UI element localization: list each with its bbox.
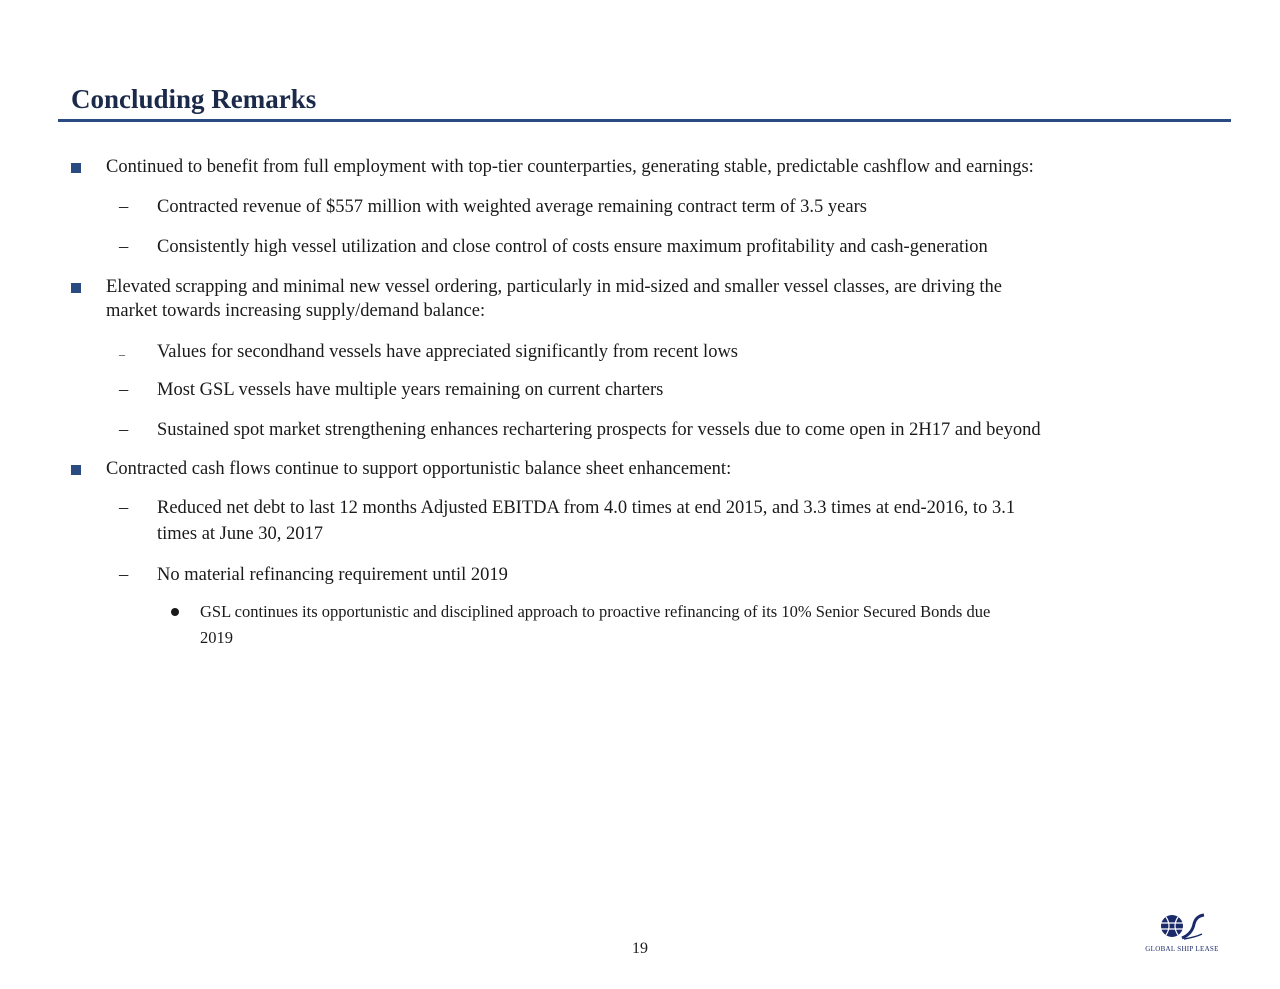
- page-number: 19: [632, 940, 648, 957]
- square-bullet-icon: [71, 465, 81, 475]
- sub-bullet-text: Most GSL vessels have multiple years remaining on current charters: [157, 380, 664, 400]
- dot-bullet-icon: [171, 608, 179, 616]
- sub-bullet-text: No material refinancing requirement until 2019: [157, 565, 508, 585]
- sub-bullet-text: Reduced net debt to last 12 months Adjusted EBITDA from 4.0 times at end 2015, and 3.3 times at end-2016, to 3.1: [157, 498, 1016, 518]
- sub-bullet-text: Sustained spot market strengthening enhances rechartering prospects for vessels due to come open in 2H17 and beyond: [157, 420, 1041, 440]
- dash-bullet-icon: –: [119, 565, 129, 585]
- bullet-text: Continued to benefit from full employment with top-tier counterparties, generating stable, predictable cashflow and earnings:: [106, 157, 1034, 177]
- dash-bullet-icon: –: [119, 197, 129, 217]
- dash-bullet-icon: –: [119, 237, 129, 257]
- logo-text: GLOBAL SHIP LEASE: [1145, 945, 1219, 953]
- bullet-text: Elevated scrapping and minimal new vessel ordering, particularly in mid-sized and smaller vessel classes, are driving the: [106, 277, 1002, 297]
- dash-bullet-icon: –: [119, 420, 129, 440]
- sub-bullet-text: Consistently high vessel utilization and close control of costs ensure maximum profitability and cash-generation: [157, 237, 988, 257]
- sub-sub-bullet-text: 2019: [200, 628, 233, 647]
- dash-bullet-icon: –: [119, 498, 129, 518]
- sub-sub-bullet-text: GSL continues its opportunistic and disciplined approach to proactive refinancing of its 10% Senior Secured Bonds due: [200, 602, 991, 621]
- sub-bullet-text: Contracted revenue of $557 million with weighted average remaining contract term of 3.5 years: [157, 197, 867, 217]
- bullet-text: Contracted cash flows continue to support opportunistic balance sheet enhancement:: [106, 459, 732, 479]
- sub-bullet-text: Values for secondhand vessels have appreciated significantly from recent lows: [157, 342, 739, 362]
- sub-bullet-text: times at June 30, 2017: [157, 524, 323, 544]
- company-logo: [1142, 912, 1222, 958]
- dash-bullet-icon: –: [119, 347, 125, 361]
- title-divider: [58, 119, 1231, 122]
- globe-logo-icon: [1142, 912, 1222, 944]
- page-title: Concluding Remarks: [71, 84, 317, 114]
- dash-bullet-icon: –: [119, 380, 129, 400]
- square-bullet-icon: [71, 163, 81, 173]
- square-bullet-icon: [71, 283, 81, 293]
- bullet-text: market towards increasing supply/demand balance:: [106, 301, 486, 321]
